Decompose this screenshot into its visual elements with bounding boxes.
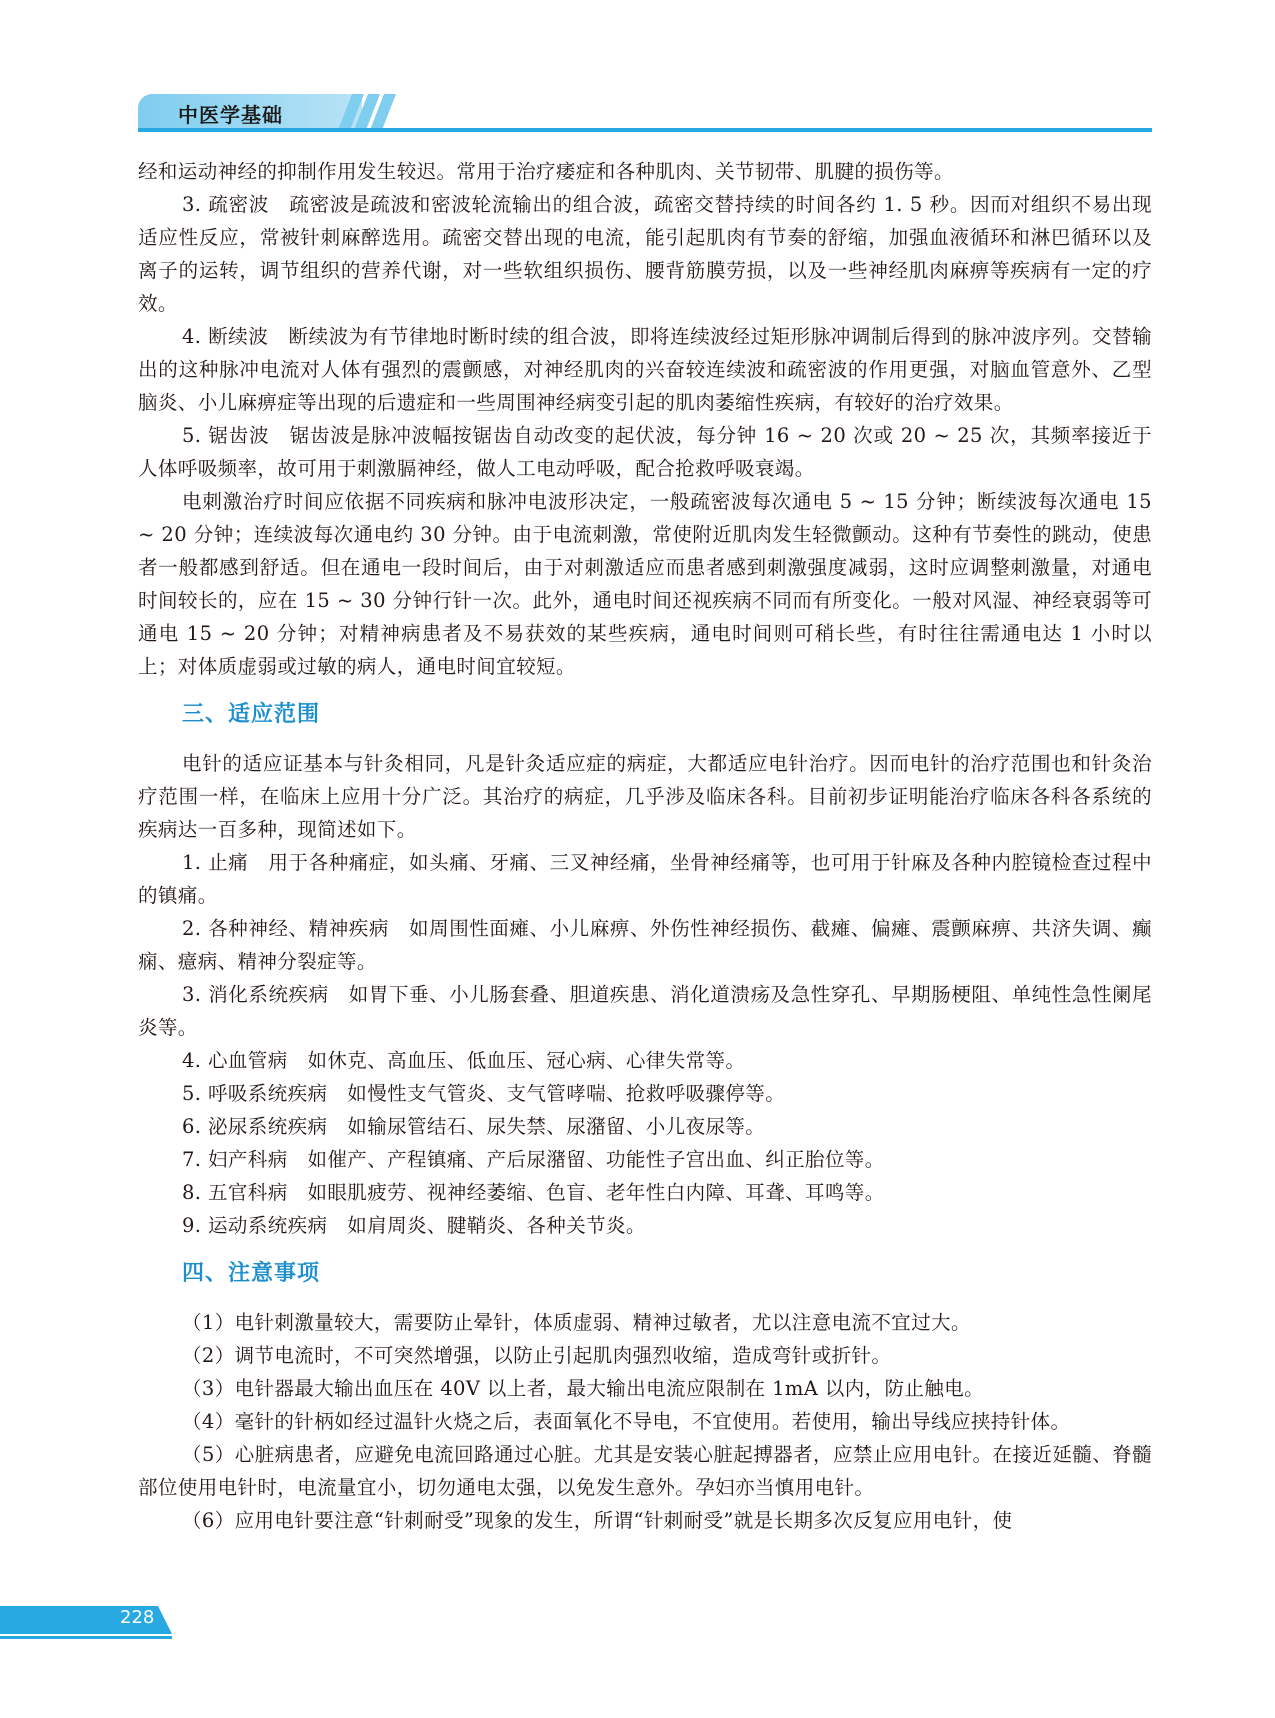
list-item: （6）应用电针要注意“针刺耐受”现象的发生，所谓“针刺耐受”就是长期多次反复应用电针，使 xyxy=(182,1509,1013,1532)
list-item: （5）心脏病患者，应避免电流回路通过心脏。尤其是安装心脏起搏器者，应禁止应用电针。在接近延髓、脊髓部位使用电针时，电流量宜小，切勿通电太强，以免发生意外。孕妇亦当慎用电针。 xyxy=(138,1443,1152,1499)
list-item: 9. 运动系统疾病 如肩周炎、腱鞘炎、各种关节炎。 xyxy=(182,1214,646,1237)
list-item: （3）电针器最大输出血压在 40V 以上者，最大输出电流应限制在 1mA 以内，防止触电。 xyxy=(182,1377,985,1400)
header-stripes-decoration xyxy=(330,94,400,130)
paragraph: 经和运动神经的抑制作用发生较迟。常用于治疗痿症和各种肌肉、关节韧带、肌腱的损伤等。 xyxy=(138,160,954,183)
list-item: 8. 五官科病 如眼肌疲劳、视神经萎缩、色盲、老年性白内障、耳聋、耳鸣等。 xyxy=(182,1181,885,1204)
section-heading: 四、注意事项 xyxy=(182,1261,321,1286)
paragraph: 5. 锯齿波 锯齿波是脉冲波幅按锯齿自动改变的起伏波，每分钟 16 ~ 20 次或 20 ~ 25 次，其频率接近于人体呼吸频率，故可用于刺激膈神经，做人工电动呼吸，配合抢救呼吸衰竭。 xyxy=(138,424,1152,480)
paragraph: 4. 断续波 断续波为有节律地时断时续的组合波，即将连续波经过矩形脉冲调制后得到的脉冲波序列。交替输出的这种脉冲电流对人体有强烈的震颤感，对神经肌肉的兴奋较连续波和疏密波的作用更强，对脑血管意外、乙型脑炎、小儿麻痹症等出现的后遗症和一些周围神经病变引起的肌肉萎缩性疾病，有较好的治疗效果。 xyxy=(138,325,1152,414)
list-item: 7. 妇产科病 如催产、产程镇痛、产后尿潴留、功能性子宫出血、纠正胎位等。 xyxy=(182,1148,885,1171)
paragraph: 3. 疏密波 疏密波是疏波和密波轮流输出的组合波，疏密交替持续的时间各约 1. 5 秒。因而对组织不易出现适应性反应，常被针刺麻醉选用。疏密交替出现的电流，能引起肌肉有节奏的舒缩，加强血液循环和淋巴循环以及离子的运转，调节组织的营养代谢，对一些软组织损伤、腰背筋膜劳损，以及一些神经肌肉麻痹等疾病有一定的疗效。 xyxy=(138,193,1152,315)
page-content xyxy=(138,155,1152,1537)
section-heading: 三、适应范围 xyxy=(182,702,321,727)
list-item: （2）调节电流时，不可突然增强，以防止引起肌肉强烈收缩，造成弯针或折针。 xyxy=(182,1344,892,1367)
list-item: 4. 心血管病 如休克、高血压、低血压、冠心病、心律失常等。 xyxy=(182,1049,746,1072)
page-number: 228 xyxy=(120,1607,155,1628)
footer-rule xyxy=(0,1636,172,1639)
header-rule xyxy=(138,128,1152,132)
paragraph: 电刺激治疗时间应依据不同疾病和脉冲电波形决定，一般疏密波每次通电 5 ~ 15 分钟；断续波每次通电 15 ~ 20 分钟；连续波每次通电约 30 分钟。由于电流刺激，常使附近肌肉发生轻微颤动。这种有节奏性的跳动，使患者一般都感到舒适。但在通电一段时间后，由于对刺激适应而患者感到刺激强度减弱，这时应调整刺激量，对通电时间较长的，应在 15 ~ 30 分钟行针一次。此外，通电时间还视疾病不同而有所变化。一般对风湿、神经衰弱等可通电 15 ~ 20 分钟；对精神病患者及不易获效的某些疾病，通电时间则可稍长些，有时往往需通电达 1 小时以上；对体质虚弱或过敏的病人，通电时间宜较短。 xyxy=(138,490,1152,678)
paragraph: 电针的适应证基本与针灸相同，凡是针灸适应症的病症，大都适应电针治疗。因而电针的治疗范围也和针灸治疗范围一样，在临床上应用十分广泛。其治疗的病症，几乎涉及临床各科。目前初步证明能治疗临床各科各系统的疾病达一百多种，现简述如下。 xyxy=(138,752,1152,841)
list-item: （1）电针刺激量较大，需要防止晕针，体质虚弱、精神过敏者，尤以注意电流不宜过大。 xyxy=(182,1311,971,1334)
list-item: 1. 止痛 用于各种痛症，如头痛、牙痛、三叉神经痛，坐骨神经痛等，也可用于针麻及各种内腔镜检查过程中的镇痛。 xyxy=(138,851,1152,907)
list-item: 2. 各种神经、精神疾病 如周围性面瘫、小儿麻痹、外伤性神经损伤、截瘫、偏瘫、震颤麻痹、共济失调、癫痫、癔病、精神分裂症等。 xyxy=(138,917,1152,973)
list-item: （4）毫针的针柄如经过温针火烧之后，表面氧化不导电，不宜使用。若使用，输出导线应挟持针体。 xyxy=(182,1410,1071,1433)
list-item: 3. 消化系统疾病 如胃下垂、小儿肠套叠、胆道疾患、消化道溃疡及急性穿孔、早期肠梗阻、单纯性急性阑尾炎等。 xyxy=(138,983,1152,1039)
list-item: 5. 呼吸系统疾病 如慢性支气管炎、支气管哮喘、抢救呼吸骤停等。 xyxy=(182,1082,786,1105)
list-item: 6. 泌尿系统疾病 如输尿管结石、尿失禁、尿潴留、小儿夜尿等。 xyxy=(182,1115,766,1138)
book-title: 中医学基础 xyxy=(178,103,283,127)
